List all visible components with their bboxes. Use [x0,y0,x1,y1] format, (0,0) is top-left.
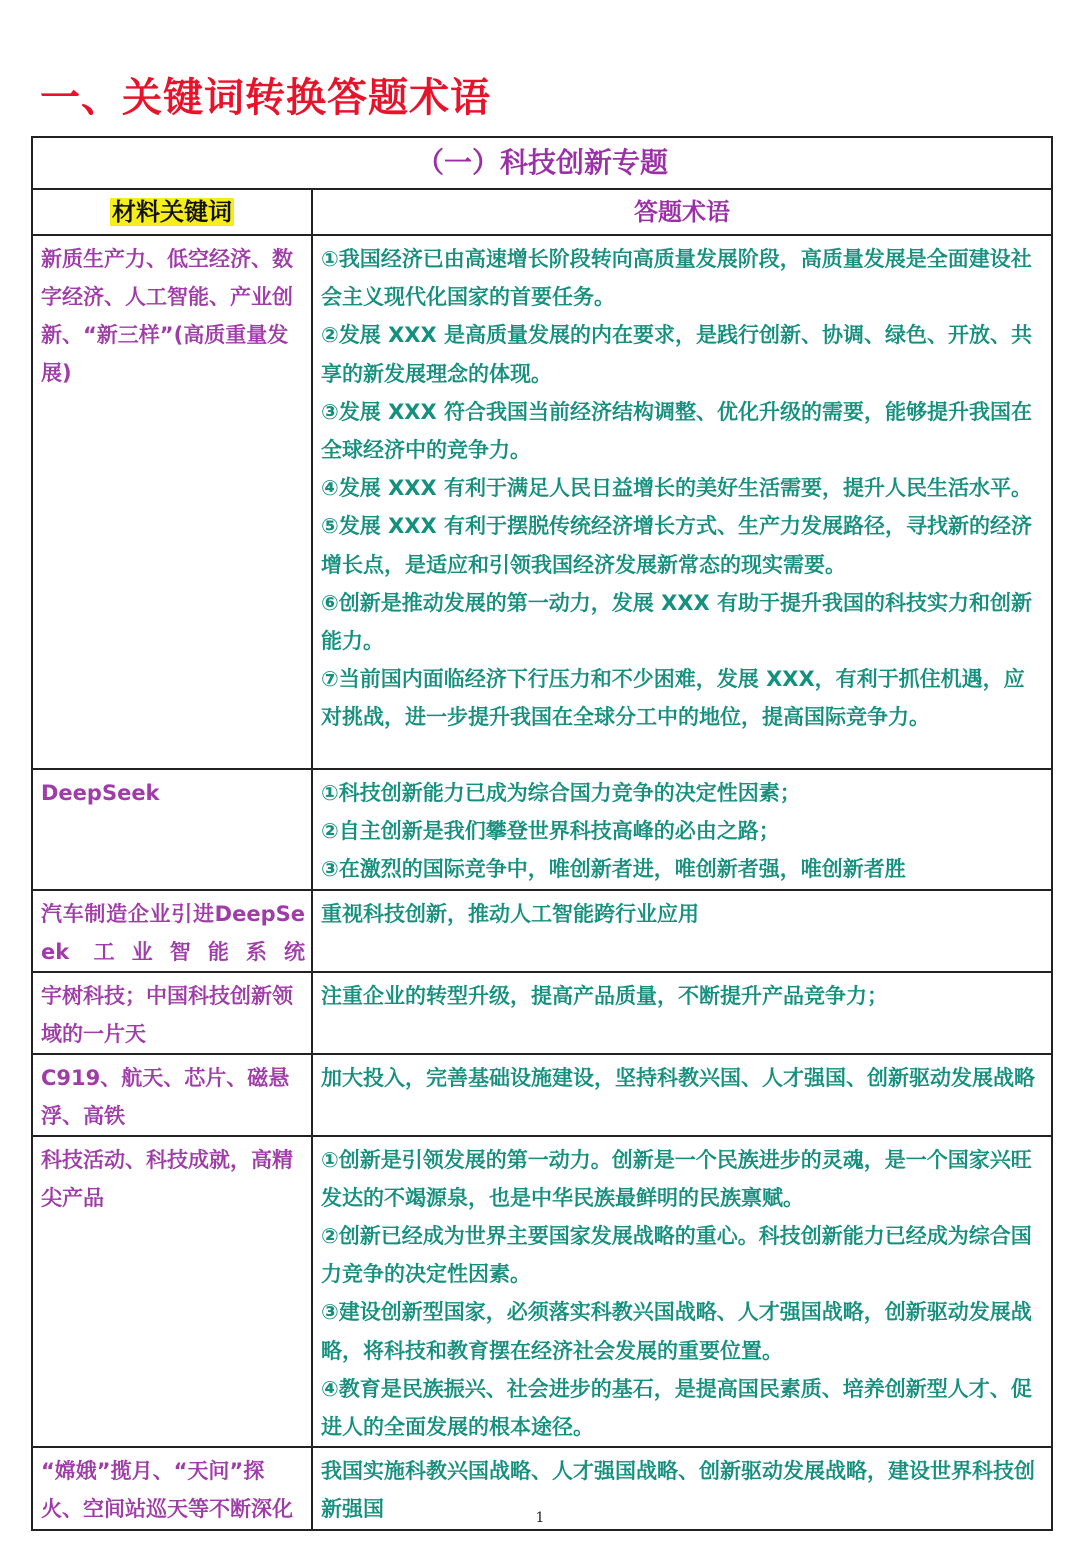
page-number: 1 [535,1510,545,1526]
keyword-cell: “嫦娥”揽月、“天问”探火、空间站巡天等不断深化 [32,1447,312,1529]
answer-cell [312,972,1052,1054]
keyword-terminology-table [31,136,1053,1531]
answer-point: 我国实施科教兴国战略、人才强国战略、创新驱动发展战略，建设世界科技创新强国 [321,1459,1035,1522]
answer-point: ①科技创新能力已成为综合国力竞争的决定性因素； [321,781,801,805]
answer-point: ④发展 XXX 有利于满足人民日益增长的美好生活需要，提升人民生活水平。 [321,476,1032,501]
answer-cell [312,890,1052,972]
answer-point: 加大投入，完善基础设施建设，坚持科教兴国、人才强国、创新驱动发展战略 [321,1065,1035,1090]
answer-point: 重视科技创新，推动人工智能跨行业应用 [321,901,699,926]
answer-point: ②创新已经成为世界主要国家发展战略的重心。科技创新能力已经成为综合国力竞争的决定性因素。 [321,1224,1032,1287]
column-header-keywords-label: 材料关键词 [112,198,232,226]
answer-point: ③发展 XXX 符合我国当前经济结构调整、优化升级的需要，能够提升我国在全球经济中的竞争力。 [321,399,1032,463]
answer-point: ④教育是民族振兴、社会进步的基石，是提高国民素质、培养创新型人才、促进人的全面发展的根本途径。 [321,1376,1032,1440]
answer-point: ①我国经济已由高速增长阶段转向高质量发展阶段，高质量发展是全面建设社会主义现代化国家的首要任务。 [321,247,1032,310]
answer-point: ③建设创新型国家，必须落实科教兴国战略、人才强国战略，创新驱动发展战略，将科技和教育摆在经济社会发展的重要位置。 [321,1300,1032,1363]
keyword-cell: C919、航天、芯片、磁悬浮、高铁 [32,1054,312,1136]
table-caption-row [32,137,1052,189]
column-header-keywords [32,189,312,235]
keyword-cell: 科技活动、科技成就，高精尖产品 [32,1136,312,1448]
table-row [32,1054,1052,1136]
answer-point: ①创新是引领发展的第一动力。创新是一个民族进步的灵魂，是一个国家兴旺发达的不竭源泉，也是中华民族最鲜明的民族禀赋。 [321,1147,1032,1210]
keyword-cell: 新质生产力、低空经济、数字经济、人工智能、产业创新、“新三样”(高质重量发展) [32,235,312,769]
keyword-cell: DeepSeek [32,769,312,890]
keyword-cell: 宇树科技；中国科技创新领域的一片天 [32,972,312,1054]
table-header-row [32,189,1052,235]
table-row [32,769,1052,890]
table-row [32,235,1052,769]
section-title: （一）科技创新专题 [32,137,1052,189]
table-row [32,972,1052,1054]
answer-point: ⑦当前国内面临经济下行压力和不少困难，发展 XXX，有利于抓住机遇，应对挑战，进一步提升我国在全球分工中的地位，提高国际竞争力。 [321,667,1025,730]
answer-point: ⑥创新是推动发展的第一动力，发展 XXX 有助于提升我国的科技实力和创新能力。 [321,590,1032,654]
table-row [32,1136,1052,1448]
answer-point: ②发展 XXX 是高质量发展的内在要求，是践行创新、协调、绿色、开放、共享的新发展理念的体现。 [321,323,1032,386]
answer-cell [312,235,1052,769]
answer-point: 注重企业的转型升级，提高产品质量，不断提升产品竞争力； [321,983,888,1008]
page-heading: 一、关键词转换答题术语 [40,75,491,121]
keyword-cell: 汽车制造企业引进DeepSeek 工业智能系统 [32,890,312,972]
answer-point: ⑤发展 XXX 有利于摆脱传统经济增长方式、生产力发展路径，寻找新的经济增长点，是适应和引领我国经济发展新常态的现实需要。 [321,514,1032,577]
table-row [32,890,1052,972]
answer-point: ②自主创新是我们攀登世界科技高峰的必由之路； [321,819,780,844]
answer-cell [312,769,1052,890]
answer-point: ③在激烈的国际竞争中，唯创新者进，唯创新者强，唯创新者胜 [321,857,906,882]
answer-cell [312,1054,1052,1136]
column-header-terminology: 答题术语 [312,189,1052,235]
answer-cell [312,1136,1052,1448]
